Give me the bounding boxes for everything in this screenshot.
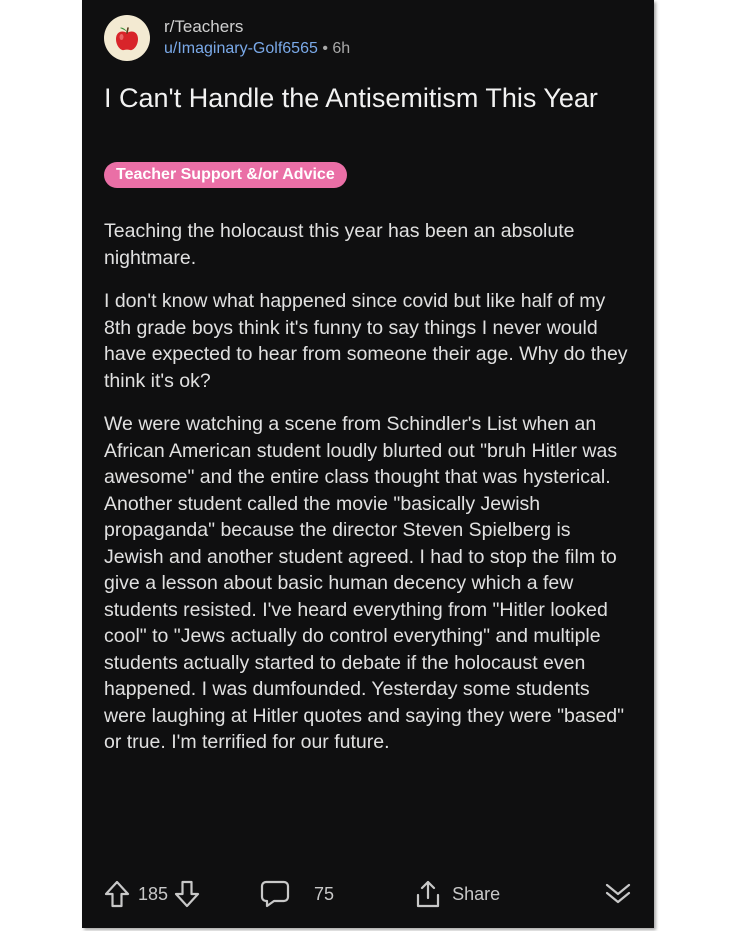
double-chevron-down-icon [604,880,632,908]
post-meta [164,16,350,60]
meta-separator: • [322,40,328,57]
collapse-button[interactable] [604,880,632,908]
body-paragraph: I don't know what happened since covid but like half of my 8th grade boys think it's funny to say things I never would have expected to hear from someone their age. Why do they think it's ok? [104,290,628,392]
comments-button[interactable] [260,879,334,909]
apple-icon [112,23,142,53]
post-header [104,12,350,64]
arrow-down-icon[interactable] [174,880,200,908]
share-label: Share [452,883,501,904]
arrow-up-icon[interactable] [104,880,130,908]
share-icon [414,879,442,909]
post-flair[interactable]: Teacher Support &/or Advice [104,162,347,188]
post-title[interactable]: I Can't Handle the Antisemitism This Year [104,83,598,113]
username-link[interactable]: u/Imaginary-Golf6565 [164,40,318,57]
vote-group [104,880,200,908]
body-paragraph: We were watching a scene from Schindler's List when an African American student loudly blurted out "bruh Hitler was awesome" and the entire class thought that was hysterical. Another student called the movie "basically Jewish propaganda" because the director Steven Spielberg is Jewish and another student agreed. I had to stop the film to give a lesson about basic human decency which a few students resisted. I've heard everything from "Hitler looked cool" to "Jews actually do control everything" and multiple students actually started to debate if the holocaust even happened. I was dumfounded. Yesterday some students were laughing at Hitler quotes and saying they were "based" or true. I'm terrified for our future. [104,413,625,753]
vote-count: 185 [138,883,169,904]
subreddit-name[interactable]: r/Teachers [164,17,244,36]
post-body [104,218,634,773]
share-button[interactable] [414,879,500,909]
user-line [164,38,350,60]
post-card [82,0,654,928]
speech-bubble-icon [260,879,290,909]
post-age: 6h [332,40,351,57]
subreddit-avatar[interactable] [104,15,150,61]
body-paragraph: Teaching the holocaust this year has been an absolute nightmare. [104,220,575,269]
comment-count: 75 [314,883,335,904]
action-bar [104,874,632,914]
